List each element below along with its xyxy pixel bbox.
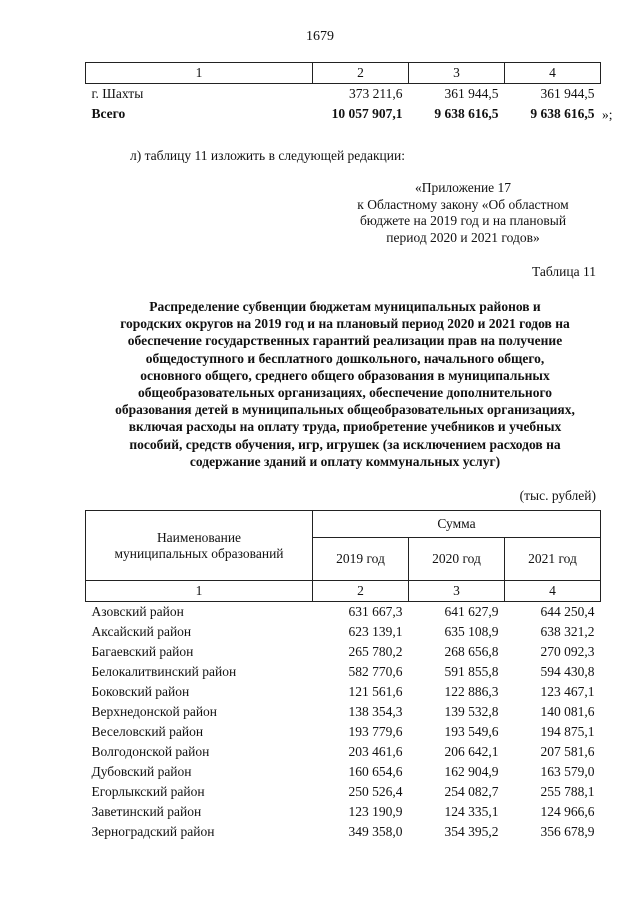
table-row [86, 802, 601, 822]
appendix-heading [318, 180, 608, 246]
value-2019: 349 358,0 [348, 824, 403, 839]
table-row [86, 682, 601, 702]
title-line: общеобразовательных организациях, обеспечение дополнительного [137, 385, 552, 401]
value-2020: 591 855,8 [444, 664, 499, 679]
table-row [86, 762, 601, 782]
value-2020: 124 335,1 [444, 804, 499, 819]
value-2020: 206 642,1 [444, 744, 499, 759]
value-2019: 121 561,6 [348, 684, 403, 699]
value-2021: 163 579,0 [540, 764, 595, 779]
table-row [86, 642, 601, 662]
header-row [86, 511, 601, 538]
column-number-row [86, 581, 601, 602]
district-name: Азовский район [91, 604, 184, 619]
value-2019: 193 779,6 [348, 724, 403, 739]
value-2021: 644 250,4 [540, 604, 595, 619]
value-2020: 268 656,8 [444, 644, 499, 659]
row-name: Всего [91, 106, 126, 121]
year-header: 2020 год [409, 538, 505, 581]
district-name: Аксайский район [91, 624, 192, 639]
appendix-line: период 2020 и 2021 годов» [386, 229, 540, 245]
appendix-line: «Приложение 17 [414, 180, 512, 195]
table-row [86, 662, 601, 682]
value-2019: 203 461,6 [348, 744, 403, 759]
header-line: Наименование [156, 529, 242, 545]
value-2020: 162 904,9 [444, 764, 499, 779]
year-header: 2021 год [505, 538, 601, 581]
title-line: общедоступного и бесплатного дошкольного, начального общего, [145, 350, 545, 366]
district-name: Веселовский район [91, 724, 204, 739]
value-2019: 373 211,6 [349, 86, 403, 101]
value-2021: 356 678,9 [540, 824, 595, 839]
title-line: основного общего, среднего общего образования в муниципальных [140, 367, 550, 383]
value-2019: 138 354,3 [348, 704, 403, 719]
table-row [86, 742, 601, 762]
appendix-line: к Областному закону «Об областном [357, 196, 569, 212]
value-2019: 582 770,6 [348, 664, 403, 679]
value-2021: 9 638 616,5 [530, 106, 595, 121]
value-2019: 250 526,4 [348, 784, 403, 799]
value-2021: 123 467,1 [540, 684, 595, 699]
value-2021: 594 430,8 [540, 664, 595, 679]
value-2020: 254 082,7 [444, 784, 499, 799]
district-name: Багаевский район [91, 644, 194, 659]
district-name: Заветинский район [91, 804, 202, 819]
district-name: Белокалитвинский район [91, 664, 237, 679]
column-number: 4 [505, 63, 601, 84]
value-2020: 9 638 616,5 [434, 106, 499, 121]
total-row [86, 104, 601, 124]
title-line: Распределение субвенции бюджетам муниципальных районов и [149, 299, 541, 314]
value-2019: 160 654,6 [348, 764, 403, 779]
title-line: образования детей в муниципальных общеобразовательных организациях, [115, 402, 575, 418]
row-name: г. Шахты [91, 86, 144, 101]
table-row [86, 602, 601, 623]
title-line: включая расходы на оплату труда, приобретение учебников и учебных [128, 419, 562, 435]
value-2021: 270 092,3 [540, 644, 595, 659]
title-line: городских округов на 2019 год и на плановый период 2020 и 2021 годов на [120, 316, 570, 332]
district-name: Зерноградский район [91, 824, 215, 839]
value-2020: 635 108,9 [444, 624, 499, 639]
title-line: обеспечение государственных гарантий реализации прав на получение [127, 333, 563, 349]
value-2020: 139 532,8 [444, 704, 499, 719]
value-2021: 194 875,1 [540, 724, 595, 739]
column-number: 3 [409, 581, 505, 602]
column-number: 2 [313, 63, 409, 84]
district-name: Дубовский район [91, 764, 192, 779]
continued-table [85, 62, 601, 124]
sum-header: Сумма [313, 511, 601, 538]
table-row [86, 622, 601, 642]
value-2020: 193 549,6 [444, 724, 499, 739]
value-2020: 361 944,5 [444, 86, 499, 101]
value-2021: 361 944,5 [540, 86, 595, 101]
table-row [86, 782, 601, 802]
district-name: Егорлыкский район [91, 784, 205, 799]
year-header: 2019 год [313, 538, 409, 581]
table-row [86, 822, 601, 842]
name-column-header [86, 511, 313, 581]
value-2021: 255 788,1 [540, 784, 595, 799]
value-2019: 123 190,9 [348, 804, 403, 819]
table-body [86, 602, 601, 843]
header-line: муниципальных образований [114, 545, 284, 561]
subvention-table [85, 510, 601, 842]
table-row [86, 84, 601, 105]
district-name: Боковский район [91, 684, 190, 699]
column-number-row [86, 63, 601, 84]
column-number: 2 [313, 581, 409, 602]
value-2020: 354 395,2 [444, 824, 499, 839]
title-line: содержание зданий и оплату коммунальных услуг) [189, 453, 501, 469]
table-row [86, 702, 601, 722]
column-number: 1 [86, 581, 313, 602]
value-2021: 207 581,6 [540, 744, 595, 759]
appendix-line: бюджете на 2019 год и на плановый [359, 213, 567, 228]
value-2020: 641 627,9 [444, 604, 499, 619]
value-2019: 623 139,1 [348, 624, 403, 639]
district-name: Волгодонской район [91, 744, 210, 759]
table-row [86, 722, 601, 742]
district-name: Верхнедонской район [91, 704, 218, 719]
table-title [80, 298, 610, 470]
column-number: 1 [86, 63, 313, 84]
units-label: (тыс. рублей) [519, 488, 596, 503]
closing-quote: »; [602, 107, 613, 122]
value-2019: 631 667,3 [348, 604, 403, 619]
amendment-instruction: л) таблицу 11 изложить в следующей редакции: [130, 148, 405, 163]
value-2019: 10 057 907,1 [331, 106, 403, 121]
title-line: пособий, средств обучения, игр, игрушек (за исключением расходов на [129, 436, 561, 452]
column-number: 4 [505, 581, 601, 602]
value-2021: 638 321,2 [540, 624, 595, 639]
page-number: 1679 [306, 29, 334, 44]
value-2019: 265 780,2 [348, 644, 403, 659]
table-label: Таблица 11 [532, 264, 596, 279]
column-number: 3 [409, 63, 505, 84]
value-2021: 140 081,6 [540, 704, 595, 719]
value-2021: 124 966,6 [540, 804, 595, 819]
value-2020: 122 886,3 [444, 684, 499, 699]
